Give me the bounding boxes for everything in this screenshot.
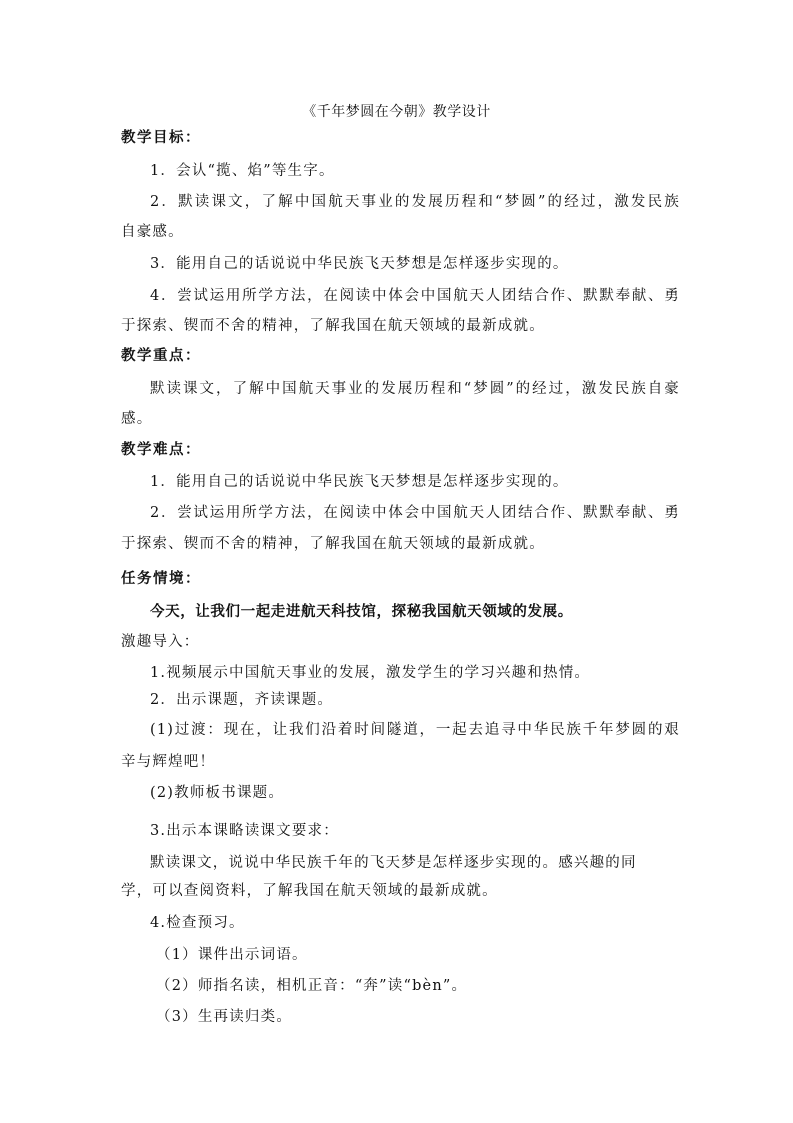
intro-line-4: 辛与辉煌吧！ <box>121 754 216 770</box>
intro-line-7: 默读课文，说说中华民族千年的飞天梦是怎样逐步实现的。感兴趣的同 <box>150 855 637 871</box>
intro-line-3: (1)过渡：现在，让我们沿着时间隧道，一起去追寻中华民族千年梦圆的艰 <box>150 722 680 738</box>
intro-line-10: （1）课件出示词语。 <box>156 947 308 963</box>
intro-line-11: （2）师指名读，相机正音：“奔”读“bèn”。 <box>156 978 468 994</box>
objective-3: 3．能用自己的话说说中华民族飞天梦想是怎样逐步实现的。 <box>150 256 569 272</box>
intro-line-12: （3）生再读归类。 <box>156 1009 293 1025</box>
difficulty-1: 1．能用自己的话说说中华民族飞天梦想是怎样逐步实现的。 <box>150 474 569 490</box>
key-points-heading: 教学重点： <box>121 348 201 364</box>
intro-line-9: 4.检查预习。 <box>150 915 245 931</box>
objective-2-line-1: 2．默读课文，了解中国航天事业的发展历程和“梦圆”的经过，激发民族 <box>150 194 680 210</box>
objective-1: 1．会认“揽、焰”等生字。 <box>150 163 335 179</box>
key-points-line-2: 感。 <box>121 411 153 427</box>
intro-line-1: 1.视频展示中国航天事业的发展，激发学生的学习兴趣和热情。 <box>150 665 591 681</box>
key-points-line-1: 默读课文，了解中国航天事业的发展历程和“梦圆”的经过，激发民族自豪 <box>150 381 680 397</box>
objective-4-line-2: 于探索、锲而不舍的精神，了解我国在航天领域的最新成就。 <box>121 318 545 334</box>
document-title: 《千年梦圆在今朝》教学设计 <box>302 104 491 120</box>
scenario-heading: 任务情境： <box>121 571 201 587</box>
difficulty-2-line-2: 于探索、锲而不舍的精神，了解我国在航天领域的最新成就。 <box>121 536 545 552</box>
intro-line-8: 学，可以查阅资料，了解我国在航天领域的最新成就。 <box>121 883 498 899</box>
difficulty-2-line-1: 2．尝试运用所学方法，在阅读中体会中国航天人团结合作、默默奉献、勇 <box>150 505 680 521</box>
objective-2-line-2: 自豪感。 <box>121 224 184 240</box>
scenario-text: 今天，让我们一起走进航天科技馆，探秘我国航天领域的发展。 <box>150 604 573 620</box>
objective-4-line-1: 4．尝试运用所学方法，在阅读中体会中国航天人团结合作、默默奉献、勇 <box>150 288 680 304</box>
difficulties-heading: 教学难点： <box>121 442 201 458</box>
intro-line-5: (2)教师板书课题。 <box>150 785 285 801</box>
intro-line-2: 2．出示课题，齐读课题。 <box>150 692 334 708</box>
intro-line-6: 3.出示本课略读课文要求： <box>150 823 339 839</box>
objectives-heading: 教学目标： <box>121 130 201 146</box>
intro-heading: 激趣导入： <box>121 634 200 650</box>
